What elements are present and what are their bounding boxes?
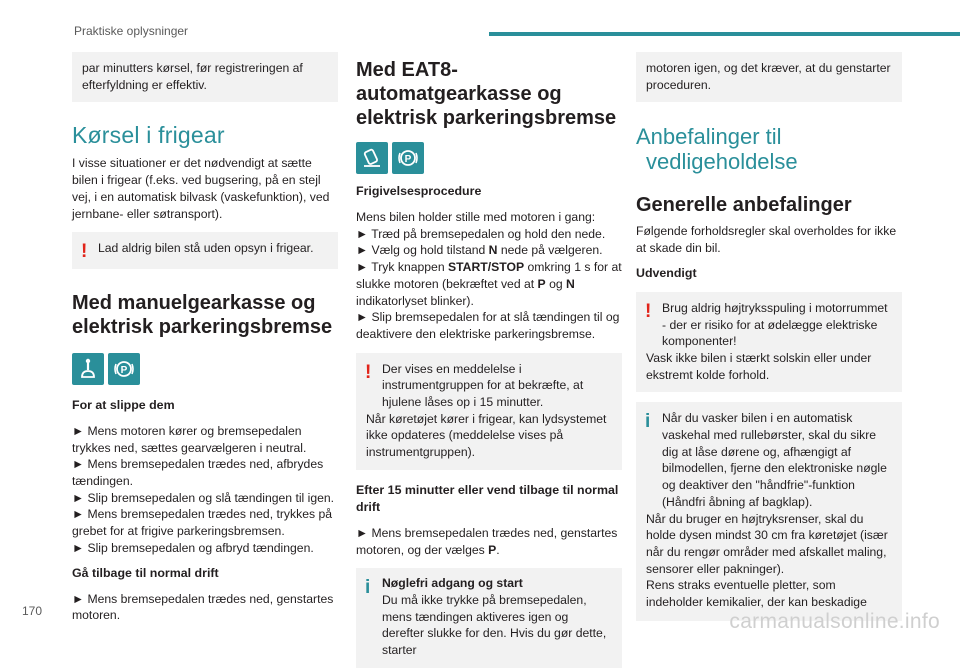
svg-text:P: P [404, 154, 412, 165]
release-step: ► Mens motoren kører og bremsepedalen trykkes ned, sættes gearvælgeren i neutral. [72, 423, 307, 455]
exterior-warning-box [636, 292, 902, 393]
header-accent-bar [489, 32, 960, 36]
info-title: Nøglefri adgang og start [382, 576, 523, 591]
freewheel-text: I visse situationer er det nødvendigt at sætte bilen i frigear (f.eks. ved bugsering, på en stejl vej, i en automatisk bilvask (vaskefunktion), ved jernbane- eller søtransport). [72, 156, 330, 221]
warning-icon: ! [645, 300, 652, 322]
eat8-warning-box [356, 353, 622, 470]
procedure-step: ► Slip bremsepedalen for at slå tændingen til og deaktivere den elektriske parkeringsbremse. [356, 310, 620, 341]
procedure-step: ► Vælg og hold tilstand N nede på vælgeren. [356, 243, 603, 258]
procedure-steps [356, 209, 622, 343]
continuation-box [72, 52, 338, 102]
page-number: 170 [22, 604, 43, 618]
after-text: ► Mens bremsepedalen trædes ned, genstartes motoren, og der vælges P. [356, 525, 618, 557]
watermark: carmanualsonline.info [729, 610, 940, 633]
freewheel-title: Kørsel i frigear [72, 122, 225, 149]
column-1 [72, 52, 338, 624]
info-text: Når du bruger en højtryksrenser, skal du holde dysen mindst 30 cm fra køretøjet (især når du rengør områder med afskallet maling, sensorer eller pakninger). [646, 511, 888, 576]
washing-info-box [636, 402, 902, 620]
warning-text: Der vises en meddelelse i instrumentgruppen for at bekræfte, at hjulene låses op i 15 minutter. [382, 361, 584, 410]
parking-brake-icon [392, 142, 424, 174]
maintenance-title: Anbefalinger til vedligeholdelse [636, 124, 798, 175]
svg-text:P: P [120, 364, 128, 376]
info-icon: i [645, 411, 651, 433]
freewheel-warning-box [72, 232, 338, 269]
procedure-step: ► Tryk knappen START/STOP omkring 1 s for at slukke motoren (bekræftet ved at P og N indikatorlyset blinker). [356, 260, 622, 308]
release-steps [72, 423, 338, 557]
warning-icon: ! [365, 361, 372, 383]
info-icon: i [365, 577, 371, 599]
manual-icons [72, 353, 338, 385]
warning-text: Vask ikke bilen i stærkt solskin eller under ekstremt kolde forhold. [646, 350, 872, 382]
gear-selector-icon [356, 142, 388, 174]
parking-brake-icon [108, 353, 140, 385]
info-text: Du må ikke trykke på bremsepedalen, mens tændingen aktiveres igen og derefter slukke for den. Hvis du gør dette, starter [382, 592, 607, 658]
release-step: ► Slip bremsepedalen og slå tændingen til igen. [72, 490, 335, 505]
info-text: Rens straks eventuelle pletter, som indeholder kemikalier, der kan beskadige [646, 578, 867, 610]
warning-text: Når køretøjet kører i frigear, kan lydsystemet ikke opdateres (meddelelse vises på instrumentgruppen). [366, 411, 607, 460]
general-text: Følgende forholdsregler skal overholdes for ikke at skade din bil. [636, 224, 897, 256]
release-step: ► Slip bremsepedalen og afbryd tændingen. [72, 540, 314, 555]
column-2 [356, 52, 622, 668]
procedure-heading: Frigivelsesprocedure [356, 184, 482, 198]
freewheel-warning-text: Lad aldrig bilen stå uden opsyn i frigear. [98, 241, 314, 256]
release-heading: For at slippe dem [72, 397, 175, 412]
running-header: Praktiske oplysninger [74, 24, 189, 38]
manual-gearbox-title: Med manuelgearkasse og elektrisk parkeringsbremse [72, 291, 333, 338]
continuation-text: par minutters kørsel, før registreringen af efterfyldning er effektiv. [82, 61, 303, 92]
general-title: Generelle anbefalinger [636, 194, 852, 217]
gear-lever-icon [72, 353, 104, 385]
return-heading: Gå tilbage til normal drift [72, 565, 219, 580]
exterior-heading: Udvendigt [636, 265, 697, 280]
return-text: ► Mens bremsepedalen trædes ned, genstartes motoren. [72, 591, 334, 623]
continuation-text: motoren igen, og det kræver, at du genstarter proceduren. [646, 61, 891, 92]
eat8-title: Med EAT8-automatgearkasse og elektrisk parkeringsbremse [356, 59, 617, 129]
procedure-step: ► Træd på bremsepedalen og hold den nede. [356, 226, 606, 241]
warning-text: Brug aldrig højtryksspuling i motorrummet - der er risiko for at ødelægge elektriske komponenter! [662, 300, 888, 349]
release-step: ► Mens bremsepedalen trædes ned, afbrydes tændingen. [72, 457, 324, 489]
eat8-icons [356, 142, 622, 174]
procedure-intro: Mens bilen holder stille med motoren i gang: [356, 210, 596, 224]
column-3 [636, 52, 902, 621]
warning-icon: ! [81, 241, 88, 263]
release-step: ► Mens bremsepedalen trædes ned, trykkes på grebet for at frigive parkeringsbremsen. [72, 507, 333, 539]
continuation-box [636, 52, 902, 102]
info-text: Når du vasker bilen i en automatisk vaskehal med rullebørster, skal du sikre dig at låse dørene og, afhængigt af bilmodellen, fjerne den elektroniske nøgle og deaktiver den "håndfrie"-funktion (Håndfri åbning af bagklap). [662, 411, 887, 509]
after-heading: Efter 15 minutter eller vend tilbage til normal drift [356, 482, 619, 514]
keyless-info-box [356, 568, 622, 668]
